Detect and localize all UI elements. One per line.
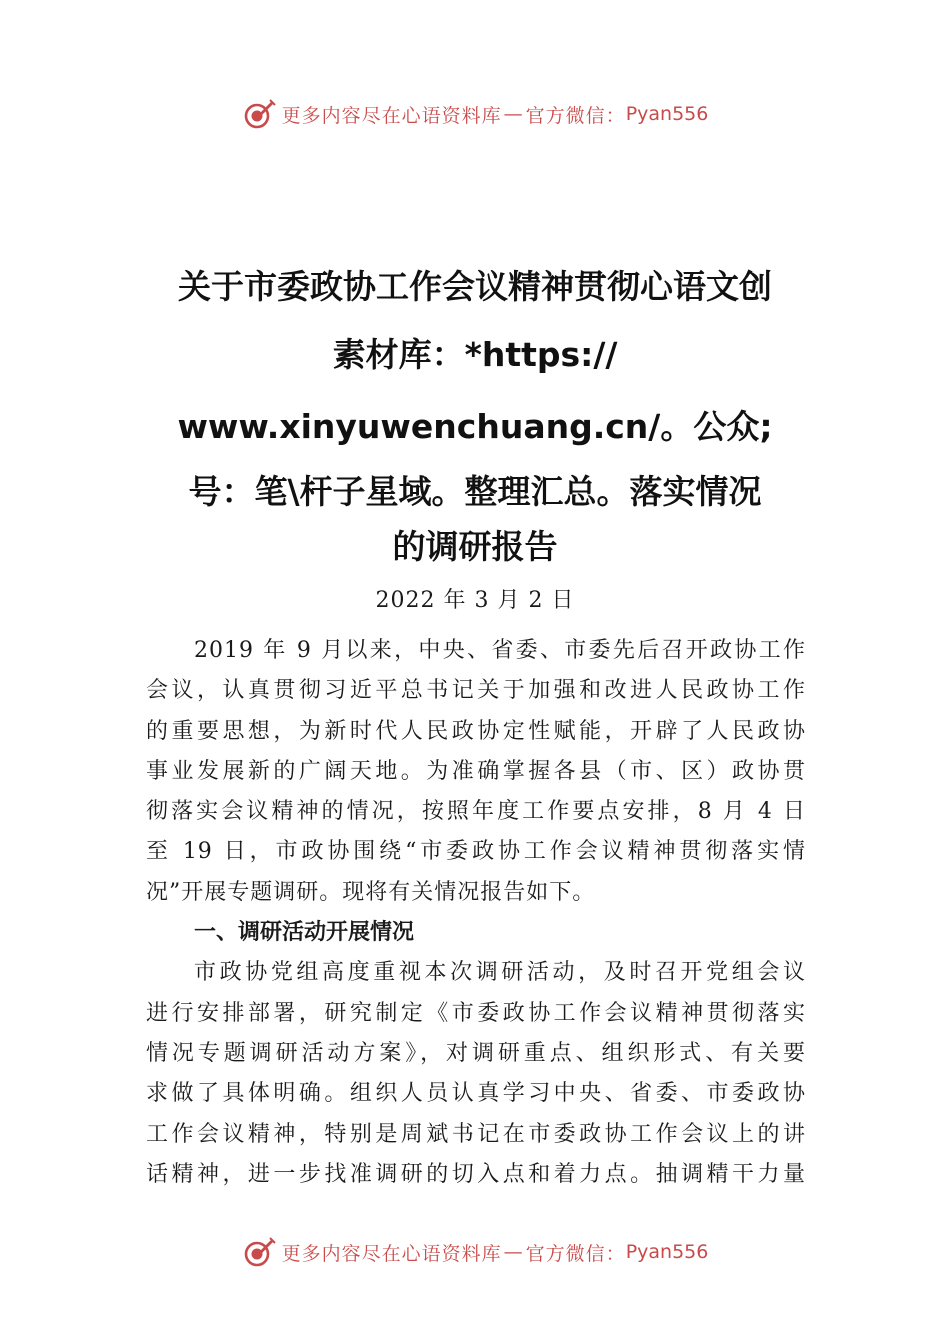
pen-logo-icon: [242, 1235, 276, 1269]
text-line: 会议，认真贯彻习近平总书记关于加强和改进人民政协工作: [146, 678, 806, 704]
title-line: 号：笔\杆子星域。整理汇总。落实情况: [188, 472, 762, 511]
banner-separator: —: [503, 103, 524, 125]
text-line: 事业发展新的广阔天地。为准确掌握各县（市、区）政协贯: [146, 758, 806, 784]
title-line: 关于市委政协工作会议精神贯彻心语文创: [178, 267, 772, 306]
title-line: 的调研报告: [392, 527, 558, 566]
text-line: 话精神，进一步找准调研的切入点和着力点。抽调精干力量: [146, 1161, 806, 1187]
text-line: 市政协党组高度重视本次调研活动，及时召开党组会议: [194, 960, 806, 986]
text-line: 至 19 日，市政协围绕“市委政协工作会议精神贯彻落实情: [146, 839, 806, 865]
footer-banner: [0, 1232, 950, 1272]
text-line: 求做了具体明确。组织人员认真学习中央、省委、市委政协: [146, 1081, 806, 1107]
banner-wechat-id: Pyan556: [625, 103, 709, 125]
banner-wechat-label: 官方微信：: [525, 104, 626, 127]
banner-separator: —: [503, 1241, 524, 1263]
text-line: 2019 年 9 月以来，中央、省委、市委先后召开政协工作: [194, 638, 806, 663]
text-line: 的重要思想，为新时代人民政协定性赋能，开辟了人民政协: [146, 718, 806, 744]
document-date: 2022 年 3 月 2 日: [375, 588, 575, 613]
text-line: 进行安排部署，研究制定《市委政协工作会议精神贯彻落实: [146, 1000, 806, 1026]
banner-wechat-id: Pyan556: [625, 1241, 709, 1263]
pen-logo-icon: [242, 97, 276, 131]
text-line: 彻落实会议精神的情况，按照年度工作要点安排，8 月 4 日: [146, 799, 806, 825]
text-line: 情况专题调研活动方案》，对调研重点、组织形式、有关要: [146, 1040, 806, 1066]
title-line: 素材库：*https://: [332, 335, 618, 374]
paragraph-activities: [146, 953, 806, 1195]
banner-text: 更多内容尽在心语资料库: [281, 104, 502, 127]
header-banner: [0, 94, 950, 134]
title-line: www.xinyuwenchuang.cn/。公众;: [177, 407, 773, 446]
banner-text: 更多内容尽在心语资料库: [281, 1242, 502, 1265]
text-line: 工作会议精神，特别是周斌书记在市委政协工作会议上的讲: [146, 1121, 806, 1147]
paragraph-intro: [146, 631, 806, 913]
document-title: [130, 255, 820, 573]
banner-wechat-label: 官方微信：: [525, 1242, 626, 1265]
document-body: [146, 631, 806, 1195]
section-heading: 一、调研活动开展情况: [194, 920, 415, 946]
text-line: 况”开展专题调研。现将有关情况报告如下。: [146, 879, 596, 905]
